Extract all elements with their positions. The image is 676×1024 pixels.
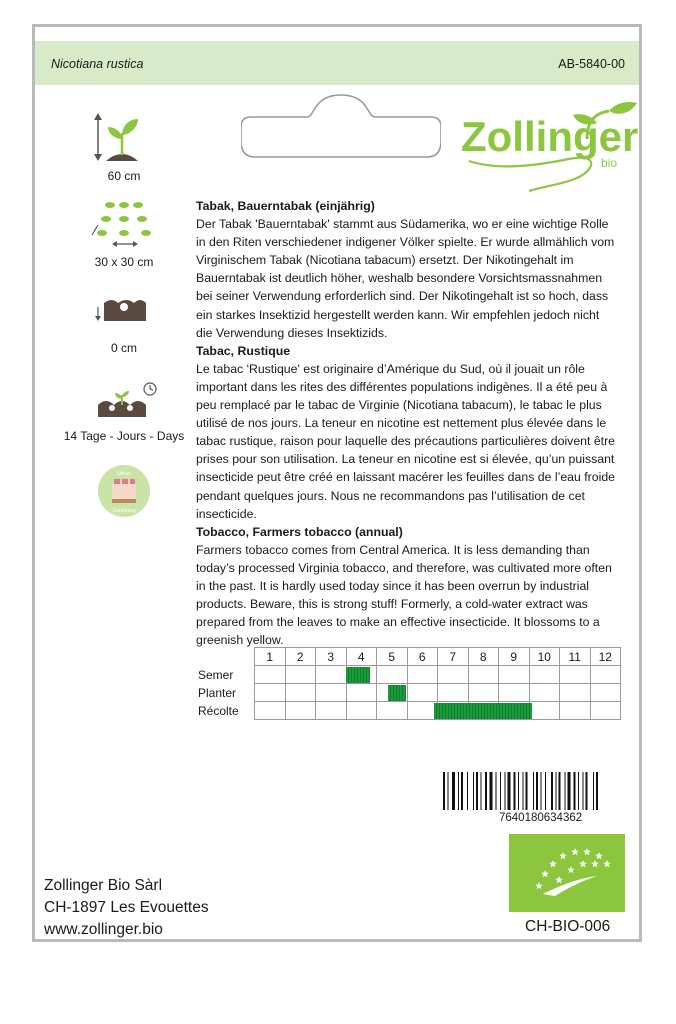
barcode-bar bbox=[526, 772, 528, 810]
badge-bottom-text: Gardening bbox=[112, 508, 136, 514]
calendar-cell bbox=[468, 666, 499, 684]
barcode-bar bbox=[536, 772, 538, 810]
heading-en: Tobacco, Farmers tobacco (annual) bbox=[196, 524, 403, 539]
company-name: Zollinger Bio Sàrl bbox=[44, 877, 163, 894]
eu-star-icon bbox=[535, 882, 543, 889]
calendar-cell bbox=[316, 666, 347, 684]
calendar-month-header bbox=[255, 648, 621, 666]
barcode-bar bbox=[586, 772, 588, 810]
calendar-cell bbox=[316, 684, 347, 702]
barcode-bar bbox=[545, 772, 546, 810]
calendar-label-semer: Semer bbox=[198, 668, 234, 682]
barcode-bar bbox=[508, 772, 511, 810]
month-3: 3 bbox=[316, 648, 347, 666]
barcode-bar bbox=[574, 772, 576, 810]
calendar-cell bbox=[285, 666, 316, 684]
certification-code: CH-BIO-006 bbox=[525, 918, 611, 935]
month-10: 10 bbox=[529, 648, 560, 666]
calendar-label-planter: Planter bbox=[198, 686, 237, 700]
calendar-cell bbox=[529, 684, 560, 702]
barcode-bar bbox=[551, 772, 553, 810]
badge-top-text: Urban bbox=[117, 471, 131, 477]
calendar-cell bbox=[377, 702, 408, 720]
barcode-bar bbox=[565, 772, 566, 810]
barcode-bar bbox=[490, 772, 493, 810]
barcode-bar bbox=[443, 772, 445, 810]
germination-label: 14 Tage - Jours - Days bbox=[63, 429, 185, 443]
text-de: Der Tabak 'Bauerntabak' stammt aus Südamerika, wo er eine wichtige Rolle in den Riten verschiedener indigener Völker spielte. Er wurde allmählich vom Virginischem Tabak (Nicotiana tabacum) ersetzt. Der Nikotingehalt im Bauerntabak ist deutlich höher, weshalb besondere Vorsichtsmassnahmen bei seiner Verwendung erforderlich sind. Der Nikotingehalt ist so hoch, dass ein starkes Insektizid hergestellt werden kann. Wir empfehlen jedoch nicht die Verwendung dieses Insektizids. bbox=[196, 217, 615, 340]
eu-star-icon bbox=[571, 848, 579, 855]
eu-leaf-stars-icon bbox=[509, 834, 625, 912]
calendar-cell bbox=[255, 666, 286, 684]
text-fr: Le tabac 'Rustique' est originaire d’Amérique du Sud, où il jouait un rôle important dans les rites des différentes populations indigènes. Il a été peu à peu remplacé par le tabac de Virginie (Nicotiana tabacum), le tabac le plus utilisé de nos jours. La teneur en nicotine est nettement plus élevée dans le tabac rustique, raison pour laquelle des précautions particulières doivent être prises pour son utilisation. La teneur en nicotine est si élevée, qu’un puissant insecticide peut être créé en laissant macérer les feuilles dans de l’eau froide pendant quelques jours. Nous ne recommandons pas l’utilisation de cet insecticide. bbox=[196, 361, 616, 521]
calendar-cell bbox=[346, 702, 377, 720]
plant-spacing-icon bbox=[84, 197, 164, 249]
calendar-cell bbox=[407, 666, 438, 684]
calendar-cell bbox=[590, 684, 621, 702]
germination-info bbox=[49, 377, 199, 443]
eu-star-icon bbox=[567, 866, 575, 873]
barcode-bar bbox=[559, 772, 561, 810]
calendar-cell bbox=[468, 684, 499, 702]
barcode-bar bbox=[461, 772, 463, 810]
barcode-bar bbox=[596, 772, 598, 810]
text-en: Farmers tobacco comes from Central America. It is less demanding than today’s processed Virginia tobacco, and therefore, was cultivated more often in the past. It is hardly used today since it has been overrun by industrial products. Beware, this is strong stuff! Formerly, a cold-water extract was prepared from the leaves to make an effective insecticide. It blossoms to a greenish yellow. bbox=[196, 542, 612, 648]
calendar-cell bbox=[499, 666, 530, 684]
company-location: CH-1897 Les Evouettes bbox=[44, 899, 209, 916]
barcode-bar bbox=[514, 772, 516, 810]
urban-gardening-icon bbox=[96, 463, 152, 519]
barcode-bar bbox=[533, 772, 534, 810]
label-placeholder-shape bbox=[241, 91, 441, 161]
month-11: 11 bbox=[560, 648, 591, 666]
calendar-cell bbox=[438, 666, 469, 684]
eu-organic-logo bbox=[509, 834, 625, 912]
svg-text:Zollinger: Zollinger bbox=[461, 113, 639, 160]
height-info bbox=[49, 111, 199, 183]
heading-fr: Tabac, Rustique bbox=[196, 343, 291, 358]
barcode-bar bbox=[568, 772, 571, 810]
barcode-bar bbox=[476, 772, 478, 810]
calendar-cell bbox=[438, 684, 469, 702]
description bbox=[196, 197, 616, 649]
calendar-row-planter bbox=[255, 684, 621, 702]
eu-star-icon bbox=[549, 860, 557, 867]
calendar-row-labels bbox=[198, 666, 239, 720]
company-website[interactable]: www.zollinger.bio bbox=[44, 921, 163, 938]
barcode-bar bbox=[467, 772, 468, 810]
barcode-bar bbox=[500, 772, 501, 810]
calendar-bar-planter bbox=[388, 685, 406, 701]
barcode-bar bbox=[496, 772, 497, 810]
svg-text:bio: bio bbox=[601, 156, 618, 170]
calendar-cell bbox=[285, 702, 316, 720]
eu-star-icon bbox=[555, 876, 563, 883]
calendar-cell bbox=[529, 702, 560, 720]
urban-gardening-badge bbox=[49, 463, 199, 519]
barcode-bar bbox=[541, 772, 542, 810]
barcode-bar bbox=[458, 772, 459, 810]
germination-time-icon bbox=[84, 377, 164, 423]
calendar-cell bbox=[316, 702, 347, 720]
calendar-cell bbox=[499, 684, 530, 702]
calendar-row-semer bbox=[255, 666, 621, 684]
barcode-bar bbox=[473, 772, 474, 810]
company-address bbox=[44, 875, 209, 941]
article-code: AB-5840-00 bbox=[558, 57, 625, 71]
barcode-bar bbox=[505, 772, 506, 810]
barcode-bar bbox=[556, 772, 557, 810]
eu-star-icon bbox=[559, 852, 567, 859]
eu-star-icon bbox=[591, 860, 599, 867]
heading-de: Tabak, Bauerntabak (einjährig) bbox=[196, 199, 375, 213]
barcode-bar bbox=[578, 772, 579, 810]
calendar-label-recolte: Récolte bbox=[198, 704, 239, 718]
calendar-cell bbox=[377, 666, 408, 684]
barcode-bar bbox=[593, 772, 594, 810]
month-2: 2 bbox=[285, 648, 316, 666]
barcode-bar bbox=[452, 772, 455, 810]
spacing-label: 30 x 30 cm bbox=[94, 255, 154, 269]
calendar-cell bbox=[590, 702, 621, 720]
month-6: 6 bbox=[407, 648, 438, 666]
seed-packet-back bbox=[32, 24, 642, 942]
calendar-cell bbox=[255, 702, 286, 720]
barcode-bar bbox=[523, 772, 524, 810]
calendar-cell bbox=[407, 684, 438, 702]
calendar-cell bbox=[529, 666, 560, 684]
barcode-bar bbox=[583, 772, 584, 810]
eu-star-icon bbox=[541, 870, 549, 877]
calendar-cell bbox=[560, 666, 591, 684]
calendar-bar-semer bbox=[346, 667, 370, 683]
month-4: 4 bbox=[346, 648, 377, 666]
eu-star-icon bbox=[603, 860, 611, 867]
header-bar bbox=[35, 41, 639, 85]
barcode-bar bbox=[448, 772, 449, 810]
calendar-cell bbox=[590, 666, 621, 684]
sowing-depth-icon bbox=[84, 289, 164, 335]
calendar-cell bbox=[255, 684, 286, 702]
month-12: 12 bbox=[590, 648, 621, 666]
calendar-cell bbox=[407, 702, 438, 720]
month-9: 9 bbox=[499, 648, 530, 666]
calendar-bar-récolte bbox=[434, 703, 532, 719]
month-5: 5 bbox=[377, 648, 408, 666]
barcode bbox=[443, 772, 621, 810]
calendar-cell bbox=[346, 684, 377, 702]
barcode-bar bbox=[481, 772, 482, 810]
plant-height-icon bbox=[84, 111, 164, 163]
calendar-cell bbox=[285, 684, 316, 702]
depth-info bbox=[49, 289, 199, 355]
zollinger-bio-logo bbox=[459, 99, 639, 194]
month-1: 1 bbox=[255, 648, 286, 666]
barcode-bar bbox=[485, 772, 487, 810]
depth-label: 0 cm bbox=[110, 341, 137, 355]
calendar-cell bbox=[560, 684, 591, 702]
eu-star-icon bbox=[595, 852, 603, 859]
height-label: 60 cm bbox=[107, 169, 141, 183]
month-8: 8 bbox=[468, 648, 499, 666]
month-7: 7 bbox=[438, 648, 469, 666]
calendar-cell bbox=[560, 702, 591, 720]
spacing-info bbox=[49, 197, 199, 269]
latin-name: Nicotiana rustica bbox=[51, 57, 144, 71]
barcode-bar bbox=[518, 772, 519, 810]
barcode-number: 7640180634362 bbox=[499, 812, 583, 824]
eu-star-icon bbox=[579, 860, 587, 867]
eu-star-icon bbox=[583, 848, 591, 855]
